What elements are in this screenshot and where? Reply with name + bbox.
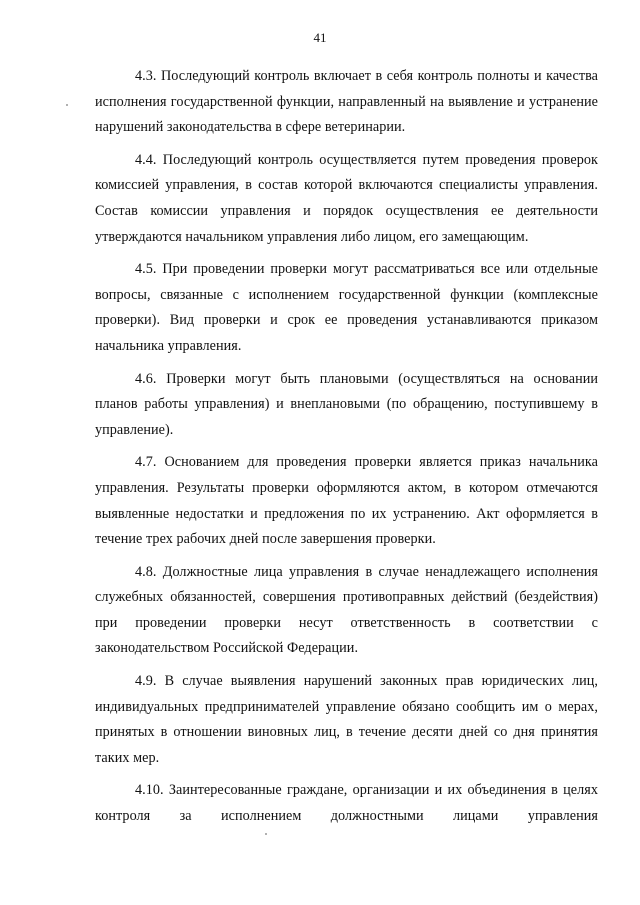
document-body <box>95 64 598 837</box>
paragraph-4-10: 4.10. Заинтересованные граждане, организации и их объединения в целях контроля за исполнением должностными лицами управления <box>95 782 598 825</box>
scan-dot <box>265 833 267 835</box>
paragraph-4-5: 4.5. При проведении проверки могут рассматриваться все или отдельные вопросы, связанные с исполнением государственной функции (комплексные проверки). Вид проверки и срок ее проведения устанавливаются приказом начальника управления. <box>95 261 598 354</box>
page-number: 41 <box>313 30 327 45</box>
paragraph-4-7: 4.7. Основанием для проведения проверки является приказ начальника управления. Результаты проверки оформляются актом, в котором отмечаются выявленные недостатки и предложения по их устранению. Акт оформляется в течение трех рабочих дней после завершения проверки. <box>95 454 598 548</box>
paragraph-4-8: 4.8. Должностные лица управления в случае ненадлежащего исполнения служебных обязанностей, совершения противоправных действий (бездействия) при проведении проверки несут ответственность в соответствии с законодательством Российской Федерации. <box>95 563 598 657</box>
paragraph-4-9: 4.9. В случае выявления нарушений законных прав юридических лиц, индивидуальных предпринимателей управление обязано сообщить им о мерах, принятых в отношении виновных лиц, в течение десяти дней со дня принятия таких мер. <box>95 673 598 766</box>
paragraph-4-3: 4.3. Последующий контроль включает в себя контроль полноты и качества исполнения государственной функции, направленный на выявление и устранение нарушений законодательства в сфере ветеринарии. <box>95 68 598 136</box>
scan-dot <box>66 104 68 106</box>
paragraph-4-6: 4.6. Проверки могут быть плановыми (осуществляться на основании планов работы управления) и внеплановыми (по обращению, поступившему в управление). <box>95 370 598 438</box>
paragraph-4-4: 4.4. Последующий контроль осуществляется путем проведения проверок комиссией управления, в состав которой включаются специалисты управления. Состав комиссии управления и порядок осуществления ее деятельности утверждаются начальником управления либо лицом, его замещающим. <box>95 151 598 245</box>
